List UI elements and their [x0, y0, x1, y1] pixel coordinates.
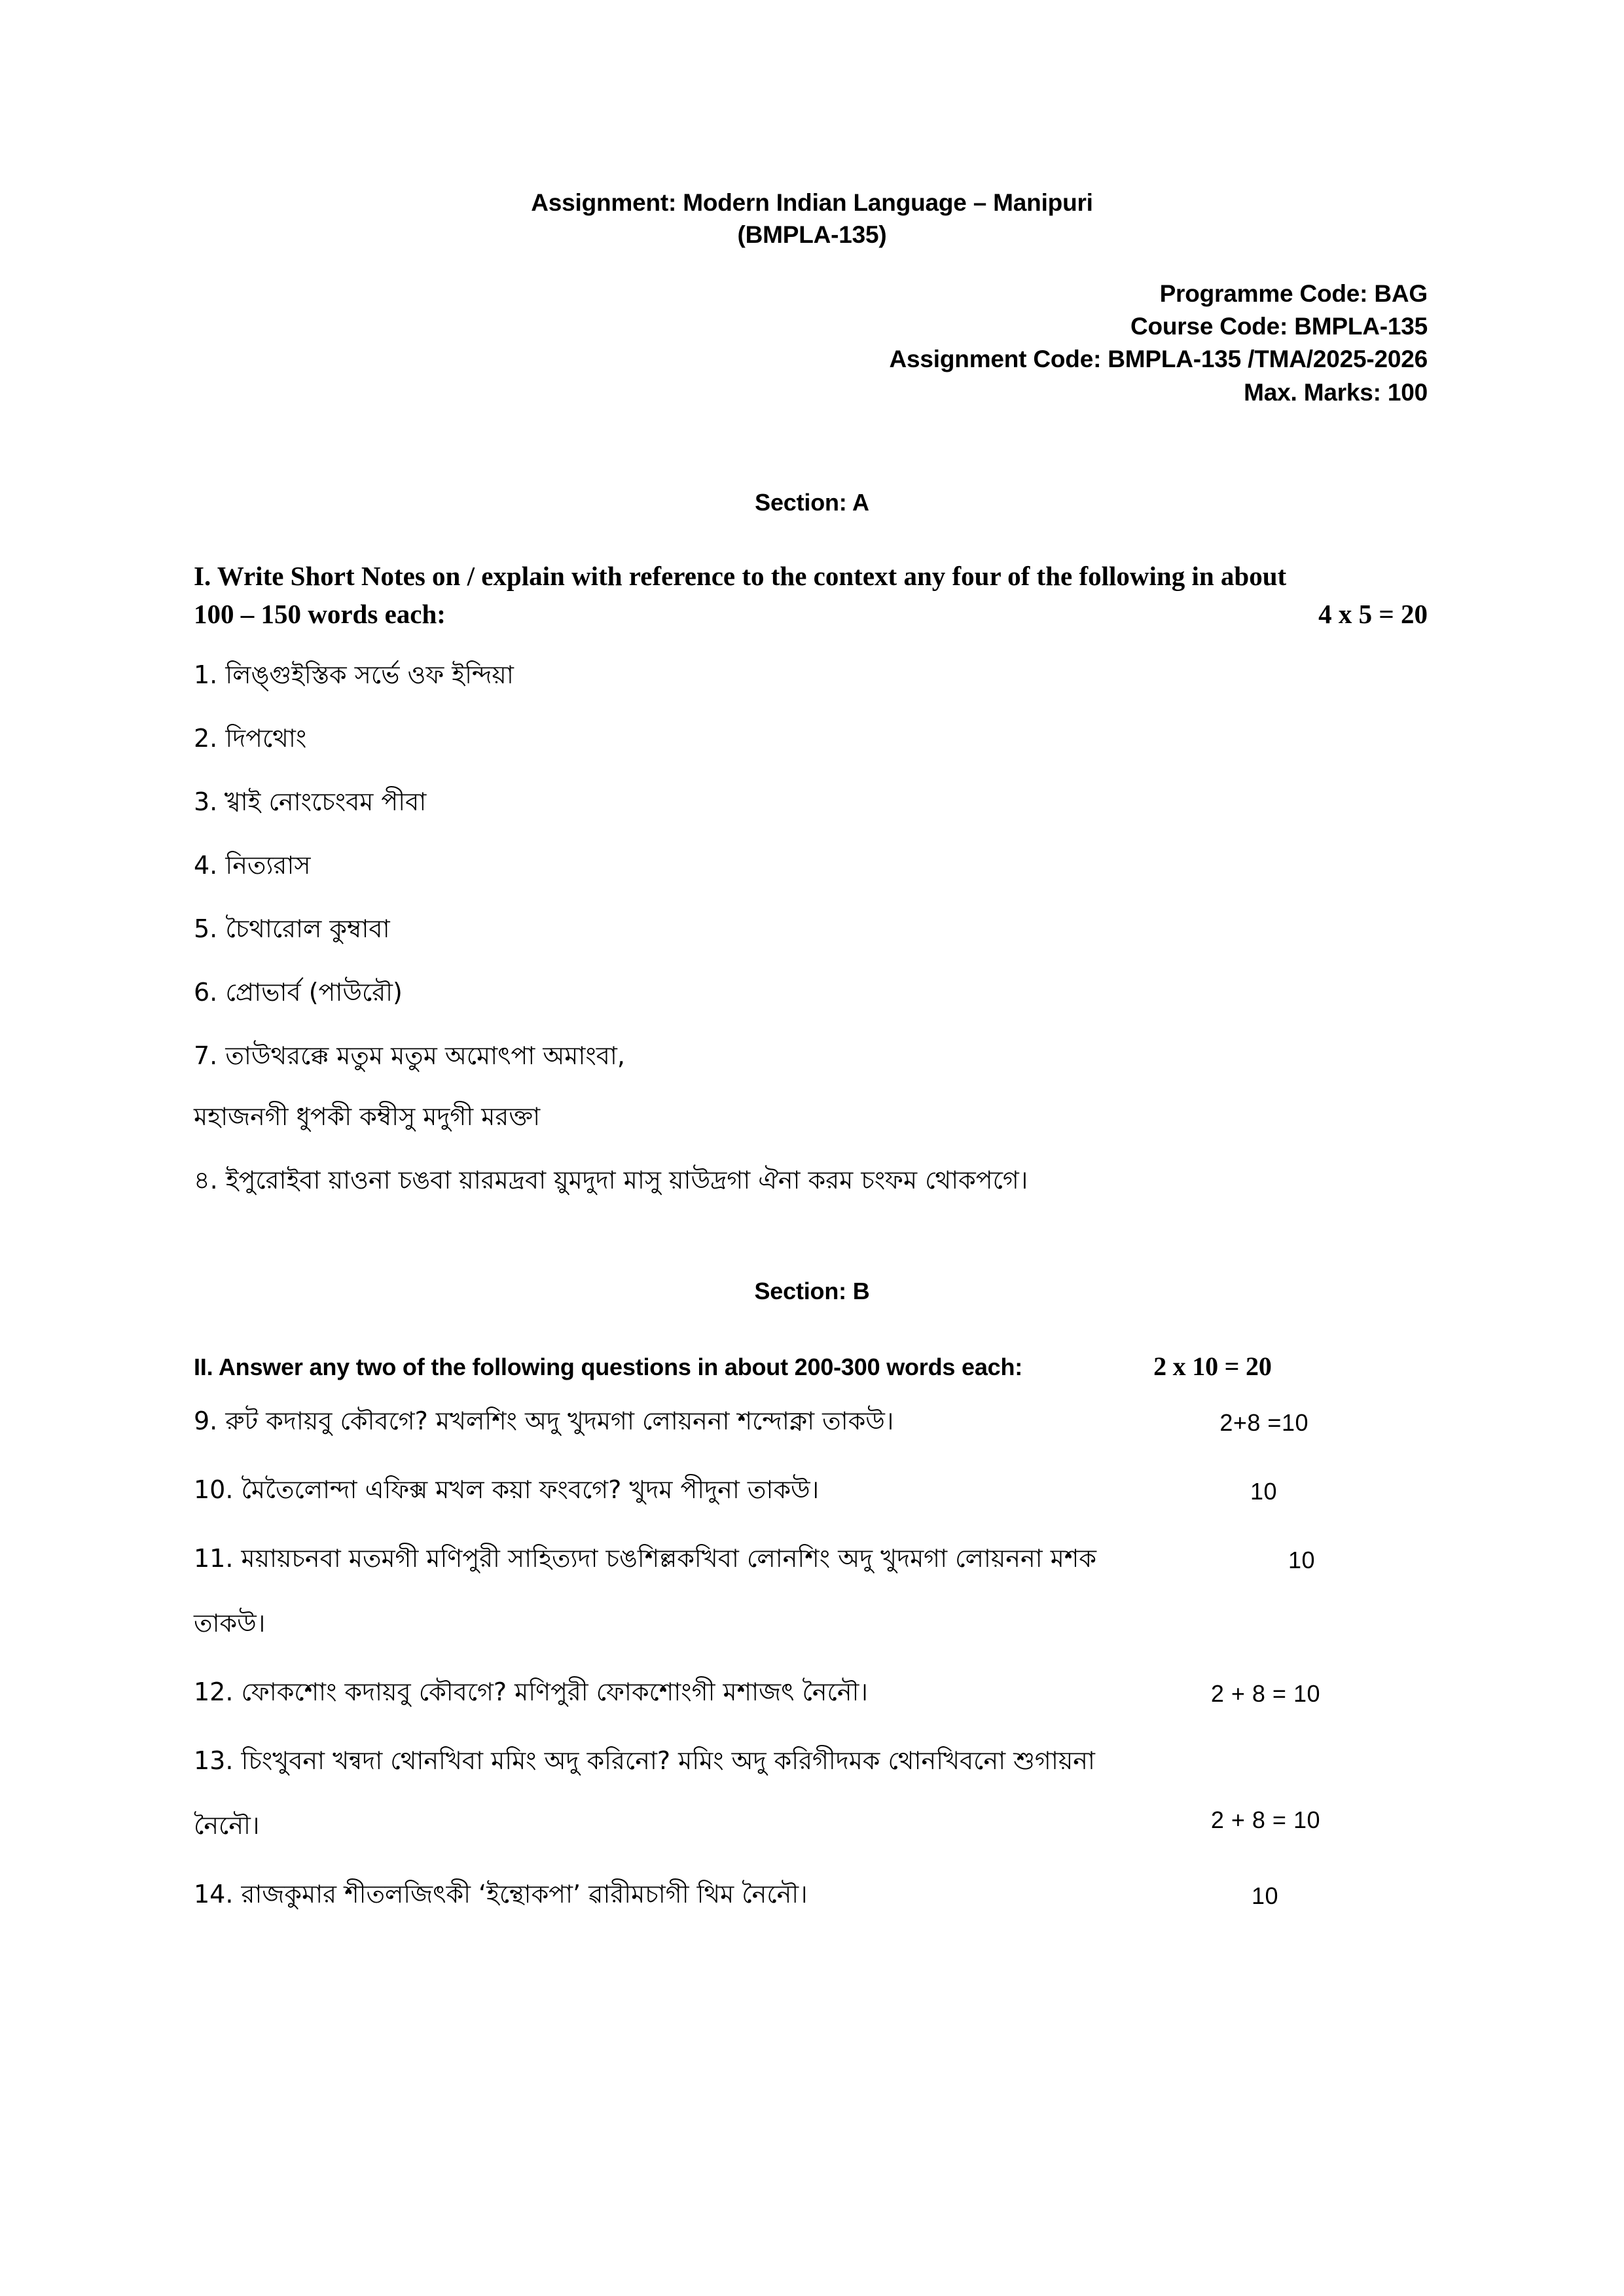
- assignment-code: Assignment Code: BMPLA-135 /TMA/2025-2026: [889, 346, 1428, 373]
- question-body: [194, 1403, 1155, 1440]
- question-text: 14. রাজকুমার শীতলজিৎকী ‘ইন্থোকপা’ ৱারীমচাগী থিম নৈনৌ।: [194, 1880, 808, 1909]
- question-text: 7. তাউথরক্কে মতুম মতুম অমোৎপা অমাংবা,: [194, 1041, 626, 1071]
- question-text: ৪. ইপুরোইবা য়াওনা চঙবা য়ারমদ্রবা য়ুমদুদা মাসু য়াউদ্রগা ঐনা করম চংফম থোকপগে।: [194, 1166, 1028, 1195]
- page-title-line-1: Assignment: Modern Indian Language – Manipuri: [531, 189, 1093, 216]
- question-body: [194, 1742, 1155, 1844]
- course-meta-block: [194, 278, 1430, 409]
- programme-code: Programme Code: BAG: [1159, 279, 1428, 307]
- document-header: [194, 187, 1430, 409]
- page-title-line-2: (BMPLA-135): [737, 221, 887, 248]
- question-text: 11. ময়ায়চনবা মতমগী মণিপুরী সাহিত্যদা চঙশিল্লকখিবা লোনশিং অদু খুদমগা লোয়ননা মশক: [194, 1544, 1096, 1573]
- question-marks: 2 + 8 = 10: [1210, 1680, 1320, 1708]
- section-b-instruction: [194, 1351, 1430, 1382]
- section-a-instruction-line-2: 100 – 150 words each:: [194, 599, 446, 630]
- section-b-question-item: [194, 1471, 1430, 1509]
- section-a-question-item: [194, 1037, 1430, 1136]
- section-b-question-item: [194, 1742, 1430, 1844]
- question-text: 10. মৈতৈলোন্দা এফিক্স মখল কয়া ফংবগে? খুদম পীদুনা তাকউ।: [194, 1475, 820, 1505]
- section-a-question-item: [194, 910, 1430, 948]
- section-b-question-item: [194, 1540, 1430, 1642]
- question-text: 6. প্রোভার্ব (পাউরৌ): [194, 978, 403, 1007]
- section-a-question-list: [194, 656, 1430, 1199]
- section-a-instruction-line-1: I. Write Short Notes on / explain with reference to the context any four of the following in about: [194, 560, 1287, 591]
- question-body: [194, 1674, 1155, 1711]
- question-marks: 10: [1288, 1547, 1315, 1574]
- question-text: 5. চৈথারোল কুম্বাবা: [194, 914, 390, 944]
- section-a-instruction-marks: 4 x 5 = 20: [1318, 599, 1428, 630]
- question-text-continuation: নৈনৌ।: [194, 1811, 260, 1840]
- question-marks: 10: [1250, 1478, 1277, 1505]
- section-a-question-item: [194, 720, 1430, 757]
- section-b-question-list: [194, 1403, 1430, 1913]
- question-text: 3. খ্বাই নোংচেংবম পীবা: [194, 787, 427, 817]
- question-text-continuation: তাকউ।: [194, 1609, 266, 1638]
- max-marks: Max. Marks: 100: [1244, 378, 1428, 406]
- section-b-heading: Section: B: [754, 1278, 870, 1305]
- question-marks: 10: [1251, 1882, 1278, 1910]
- question-text: 12. ফোকশোং কদায়বু কৌবগে? মণিপুরী ফোকশোংগী মশাজৎ নৈনৌ।: [194, 1677, 868, 1707]
- question-text: 1. লিঙ্গুইস্তিক সর্ভে ওফ ইন্দিয়া: [194, 660, 514, 690]
- course-code: Course Code: BMPLA-135: [1130, 312, 1428, 340]
- section-a-question-item: [194, 1162, 1430, 1199]
- section-b-question-item: [194, 1403, 1430, 1440]
- question-body: [194, 1876, 1155, 1913]
- question-body: [194, 1471, 1155, 1509]
- question-marks: 2 + 8 = 10: [1210, 1806, 1320, 1834]
- section-b-question-item: [194, 1876, 1430, 1913]
- section-a-instruction: [194, 557, 1430, 633]
- section-a-question-item: [194, 847, 1430, 884]
- section-a-question-item: [194, 974, 1430, 1011]
- section-b-question-item: [194, 1674, 1430, 1711]
- question-text: 2. দিপথোং: [194, 724, 307, 753]
- question-text: 4. নিত্যরাস: [194, 851, 311, 880]
- section-b-instruction-marks: 2 x 10 = 20: [1153, 1352, 1272, 1382]
- section-a-heading: Section: A: [755, 488, 869, 516]
- question-text-continuation: মহাজনগী ধুপকী কম্বীসু মদুগী মরক্তা: [194, 1102, 541, 1132]
- question-marks: 2+8 =10: [1219, 1409, 1308, 1437]
- question-body: [194, 1540, 1155, 1642]
- section-b-instruction-text: II. Answer any two of the following questions in about 200-300 words each:: [194, 1354, 1023, 1381]
- section-a-question-item: [194, 783, 1430, 821]
- question-text: 13. চিংখুবনা খন্বদা থোনখিবা মমিং অদু করিনো? মমিং অদু করিগীদমক থোনখিবনো শুগায়না: [194, 1746, 1095, 1776]
- question-text: 9. রুট কদায়বু কৌবগে? মখলশিং অদু খুদমগা লোয়ননা শন্দোক্না তাকউ।: [194, 1407, 894, 1436]
- section-a-question-item: [194, 656, 1430, 694]
